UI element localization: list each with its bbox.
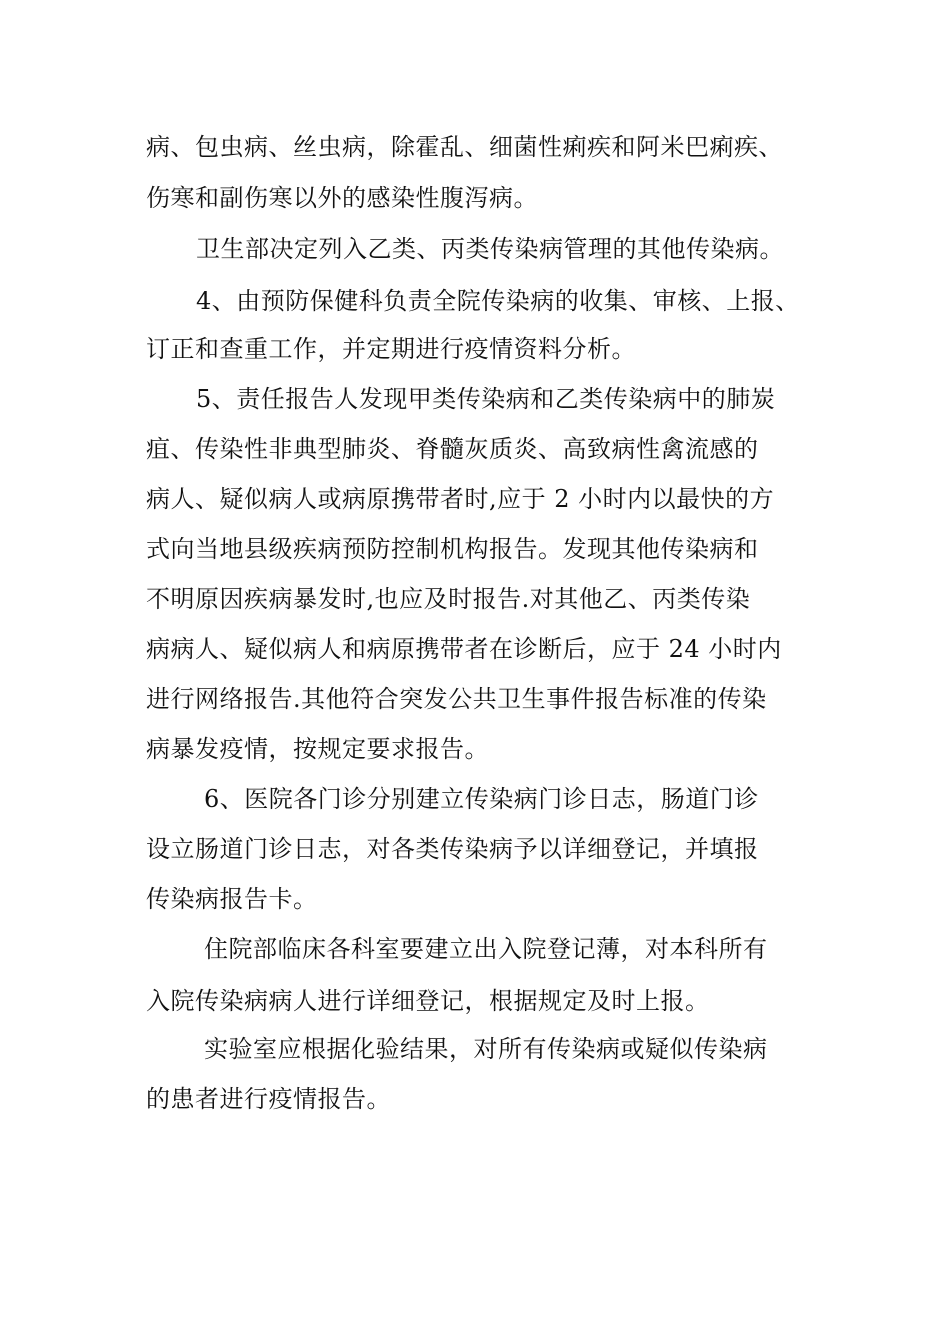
text-line: 5、责任报告人发现甲类传染病和乙类传染病中的肺炭 [196, 385, 776, 413]
text-line: 订正和查重工作，并定期进行疫情资料分析。 [146, 335, 636, 363]
text-line: 设立肠道门诊日志，对各类传染病予以详细登记，并填报 [146, 835, 759, 863]
text-line: 式向当地县级疾病预防控制机构报告。发现其他传染病和 [146, 535, 759, 563]
text-line: 伤寒和副伤寒以外的感染性腹泻病。 [146, 184, 538, 212]
text-line: 入院传染病病人进行详细登记，根据规定及时上报。 [146, 987, 710, 1015]
text-line: 住院部临床各科室要建立出入院登记薄，对本科所有 [204, 935, 768, 963]
text-line: 病病人、疑似病人和病原携带者在诊断后，应于 24 小时内 [146, 635, 782, 663]
text-line: 实验室应根据化验结果，对所有传染病或疑似传染病 [204, 1035, 768, 1063]
text-line: 进行网络报告.其他符合突发公共卫生事件报告标准的传染 [146, 685, 767, 713]
text-line: 病人、疑似病人或病原携带者时,应于 2 小时内以最快的方 [146, 485, 775, 513]
text-line: 传染病报告卡。 [146, 885, 318, 913]
text-line: 疽、传染性非典型肺炎、脊髓灰质炎、高致病性禽流感的 [146, 435, 759, 463]
text-line: 不明原因疾病暴发时,也应及时报告.对其他乙、丙类传染 [146, 585, 751, 613]
text-line: 6、医院各门诊分别建立传染病门诊日志，肠道门诊 [204, 785, 759, 813]
text-line: 病、包虫病、丝虫病，除霍乱、细菌性痢疾和阿米巴痢疾、 [146, 133, 783, 161]
text-line: 的患者进行疫情报告。 [146, 1085, 391, 1113]
text-line: 4、由预防保健科负责全院传染病的收集、审核、上报、 [196, 287, 800, 315]
text-line: 卫生部决定列入乙类、丙类传染病管理的其他传染病。 [196, 235, 784, 263]
text-line: 病暴发疫情，按规定要求报告。 [146, 735, 489, 763]
